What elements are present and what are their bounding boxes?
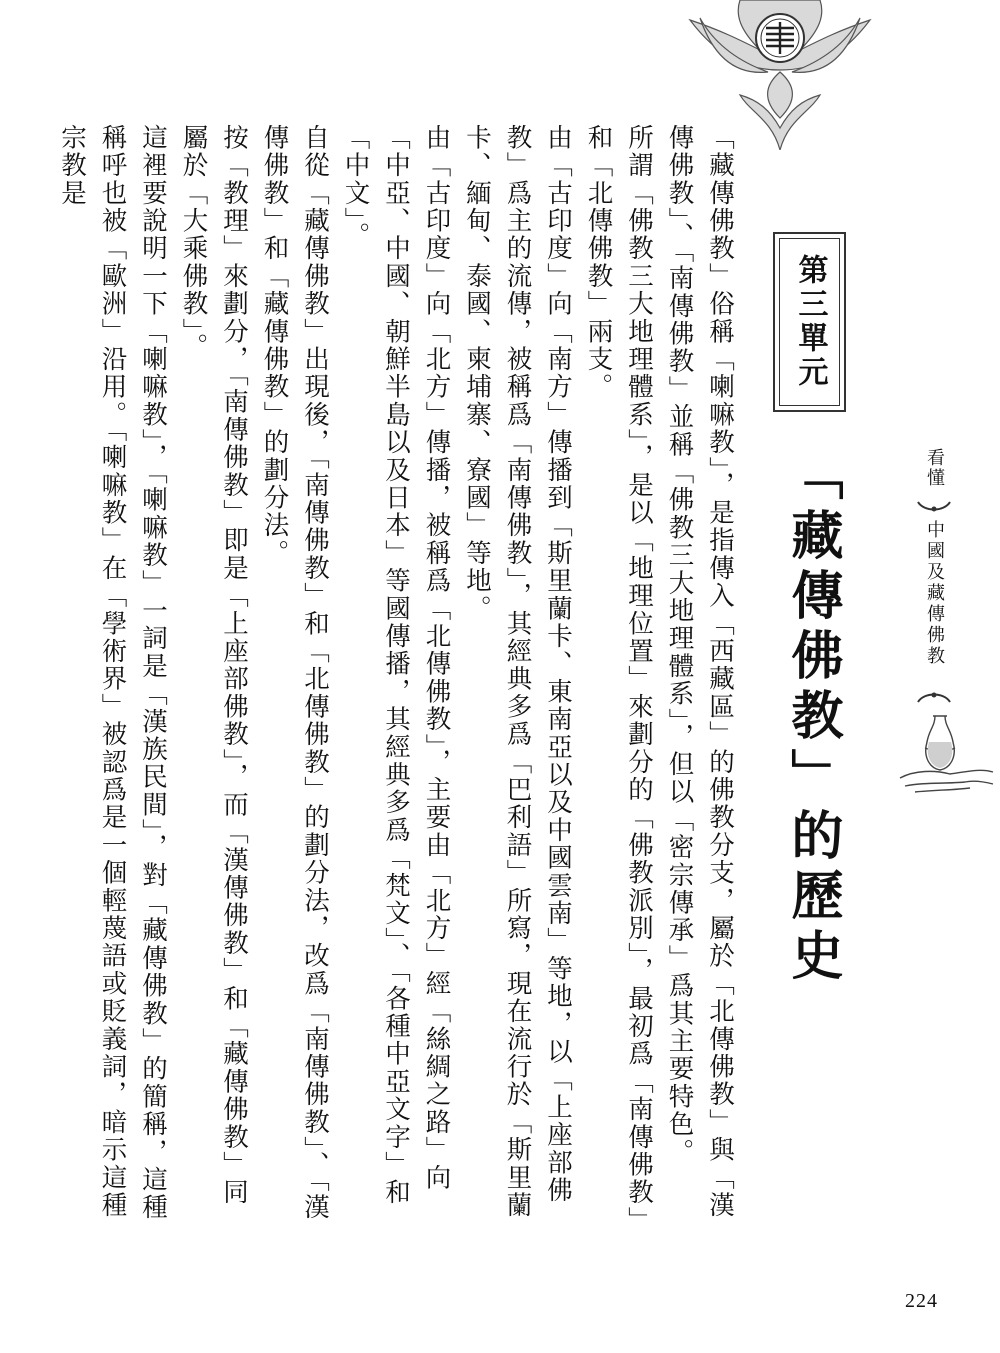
hand-holding-vase-icon [895, 712, 995, 802]
body-text [57, 124, 740, 1234]
paragraph: 這裡要說明一下「喇嘛教」，「喇嘛教」一詞是「漢族民間」，對「藏傳佛教」的簡稱，這種稱呼也被「歐洲」沿用。「喇嘛教」在「學術界」被認爲是一個輕蔑語或貶義詞，暗示這種宗教是 [57, 124, 168, 1222]
bracket-ornament-icon [914, 500, 954, 514]
paragraph: 所謂「佛教三大地理體系」，是以「地理位置」來劃分的「佛教派別」，最初爲「南傳佛教」和「北傳佛教」兩支。 [583, 124, 654, 1222]
bracket-ornament-icon [914, 690, 954, 704]
paragraph: 「藏傳佛教」俗稱「喇嘛教」，是指傳入「西藏區」的佛教分支，屬於「北傳佛教」與「漢傳佛教」、「南傳佛教」並稱「佛教三大地理體系」，但以「密宗傳承」爲其主要特色。 [664, 124, 735, 1220]
running-header-see-label: 看懂 [924, 448, 945, 488]
unit-label-box [773, 232, 846, 412]
paragraph: 由「古印度」向「北方」傳播，被稱爲「北傳佛教」，主要由「北方」經「絲綢之路」向「中亞、中國、朝鮮半島以及日本」等國傳播，其經典多爲「梵文」、「各種中亞文字」和「中文」。 [340, 124, 452, 1207]
unit-label: 第三單元 [792, 254, 828, 390]
running-header-book-subtitle: 中國及藏傳佛教 [924, 520, 945, 667]
paragraph: 由「古印度」向「南方」傳播到「斯里蘭卡、東南亞以及中國雲南」等地，以「上座部佛教」爲主的流傳，被稱爲「南傳佛教」，其經典多爲「巴利語」所寫，現在流行於「斯里蘭卡、緬甸、泰國、柬埔寨、寮國」等地。 [462, 124, 573, 1220]
page-number: 224 [905, 1290, 938, 1312]
paragraph: 按「教理」來劃分，「南傳佛教」即是「上座部佛教」，而「漢傳佛教」和「藏傳佛教」同屬於「大乘佛教」。 [178, 124, 249, 1207]
paragraph: 自從「藏傳佛教」出現後，「南傳佛教」和「北傳佛教」的劃分法，改爲「南傳佛教」、「漢傳佛教」和「藏傳佛教」的劃分法。 [259, 124, 330, 1222]
chapter-title: 「藏傳佛教」的歷史 [782, 448, 842, 988]
